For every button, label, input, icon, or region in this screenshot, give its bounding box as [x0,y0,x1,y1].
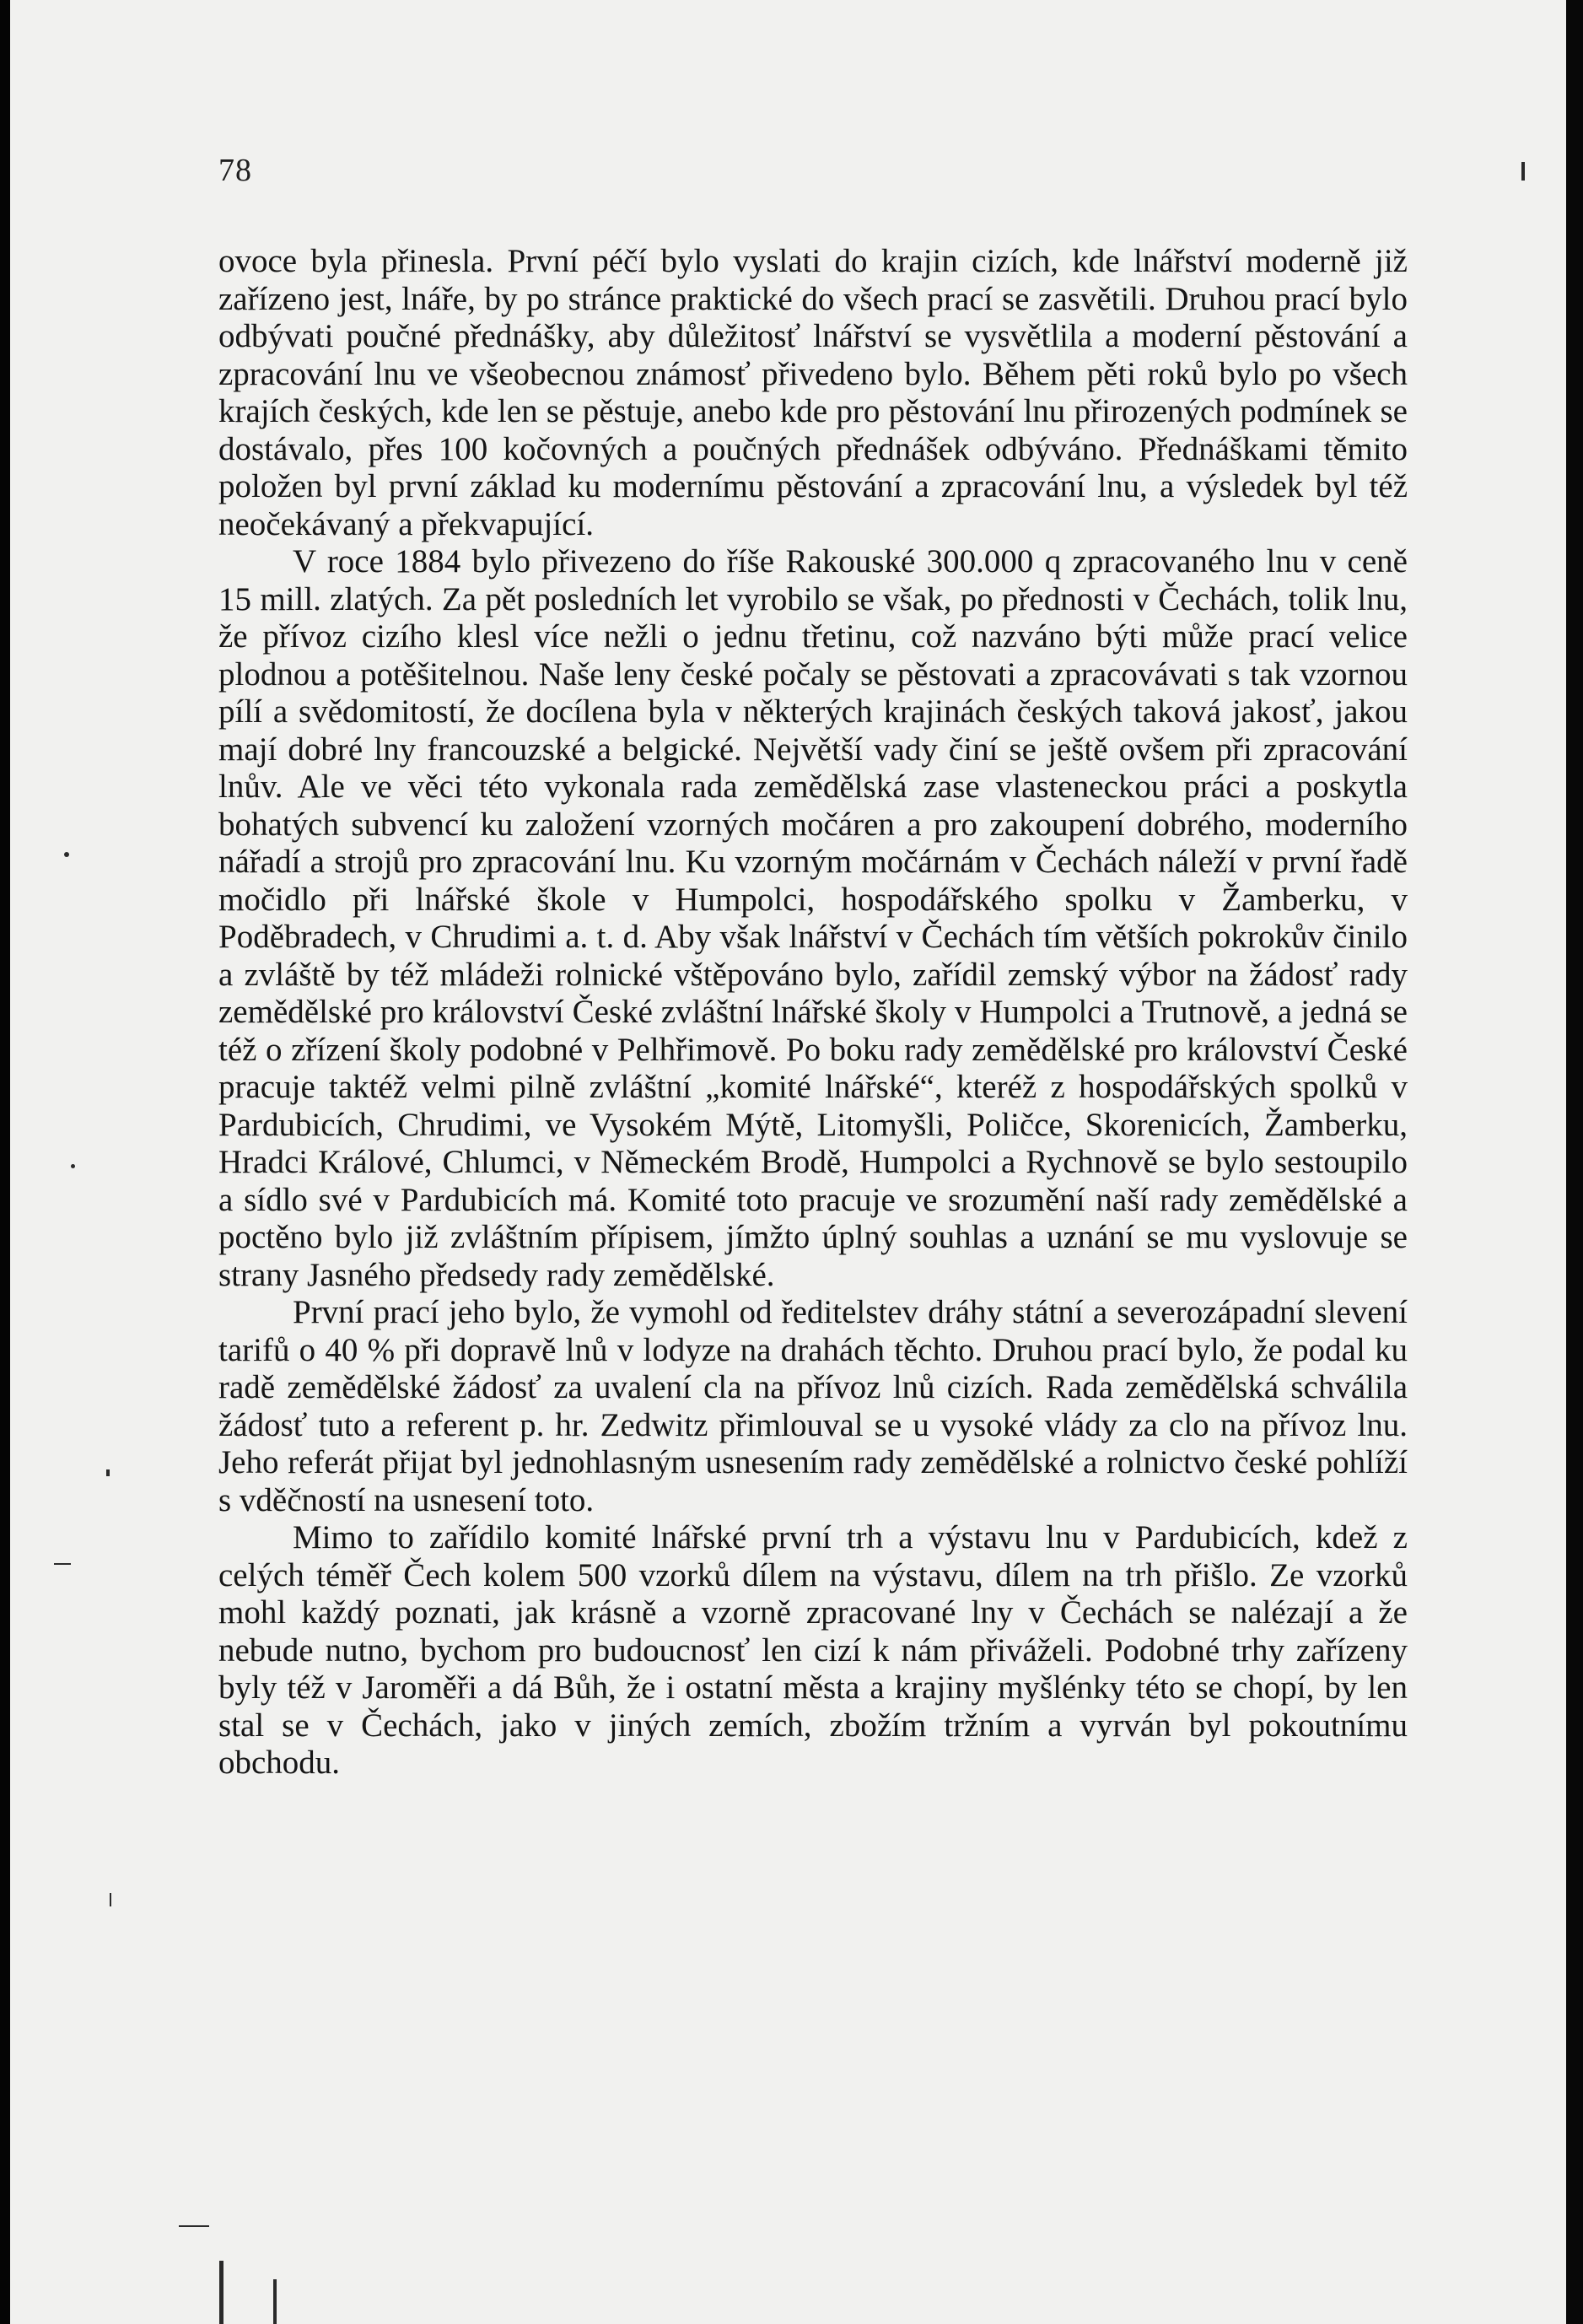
scan-speck [179,2225,209,2227]
paragraph-4: Mimo to zařídilo komité lnářské první trh a výstavu lnu v Pardubicích, kdež z celých téměř Čech kolem 500 vzorků dílem na výstavu, dílem na trh přišlo. Ze vzorků mohl každý poznati, jak krásně a vzorně zpracované lny v Čechách se nalézají a že nebude nutno, bychom pro budoucnosť len cizí k nám přiváželi. Podobné trhy zařízeny byly též v Jaroměři a dá Bůh, že i ostatní města a krajiny myšlénky této se chopí, by len stal se v Čechách, jako v jiných zemích, zbožím tržním a vyrván byl pokoutnímu obchodu. [218,1519,1408,1781]
document-page [10,0,1566,2324]
paragraph-2: V roce 1884 bylo přivezeno do říše Rakouské 300.000 q zpracovaného lnu v ceně 15 mill. zlatých. Za pět posledních let vyrobilo se však, po přednosti v Čechách, tolik lnu, že přívoz cizího klesl více nežli o jednu třetinu, což nazváno býti může prací velice plodnou a potěšitelnou. Naše leny české počaly se pěstovati a zpracovávati s tak vzornou pílí a svědomitostí, že docílena byla v některých krajinách českých taková jakosť, jakou mají dobré lny francouzské a belgické. Největší vady činí se ještě ovšem při zpracování lnův. Ale ve věci této vykonala rada zemědělská zase vlasteneckou práci a poskytla bohatých subvencí ku založení vzorných močáren a pro zakoupení dobrého, moderního nářadí a strojů pro zpracování lnu. Ku vzorným močárnám v Čechách náleží v první řadě močidlo při lnářské škole v Humpolci, hospodářského spolku v Žamberku, v Poděbradech, v Chrudimi a. t. d. Aby však lnářství v Čechách tím větších pokrokův činilo a zvláště by též mládeži rolnické vštěpováno bylo, zařídil zemský výbor na žádosť rady zemědělské pro království České zvláštní lnářské školy v Humpolci a Trutnově, a jedná se též o zřízení školy podobné v Pelhřimově. Po boku rady zemědělské pro království České pracuje taktéž velmi pilně zvláštní „komité lnářské“, kteréž z hospodářských spolků v Pardubicích, Chrudimi, ve Vysokém Mýtě, Litomyšli, Poličce, Skorenicích, Žamberku, Hradci Králové, Chlumci, v Německém Brodě, Humpolci a Rychnově se bylo sestoupilo a sídlo své v Pardubicích má. Komité toto pracuje ve srozumění naší rady zemědělské a poctěno bylo již zvláštním přípisem, jímžto úplný souhlas a uznání se mu vyslovuje se strany Jasného předsedy rady zemědělské. [218,543,1408,1293]
scan-speck [64,852,69,857]
scan-right-border [1566,0,1583,2324]
scan-left-border [0,0,10,2324]
body-text [218,243,1408,1782]
scan-speck [106,1469,110,1476]
scan-speck [219,2261,223,2324]
scan-speck [110,1893,111,1906]
paragraph-1: ovoce byla přinesla. První péčí bylo vyslati do krajin cizích, kde lnářství moderně již zařízeno jest, lnáře, by po stránce praktické do všech prací se zasvětili. Druhou prací bylo odbývati poučné přednášky, aby důležitosť lnářství se vysvětlila a moderní pěstování a zpracování lnu ve všeobecnou známosť přivedeno bylo. Během pěti roků bylo po všech krajích českých, kde len se pěstuje, anebo kde pro pěstování lnu přirozených podmínek se dostávalo, přes 100 kočovných a poučných přednášek odbýváno. Přednáškami těmito položen byl první základ ku modernímu pěstování a zpracování lnu, a výsledek byl též neočekávaný a překvapující. [218,243,1408,542]
scan-speck [54,1563,71,1565]
scan-speck [1521,162,1525,181]
page-number: 78 [218,153,252,188]
scan-speck [273,2279,277,2324]
scan-speck [71,1164,75,1168]
paragraph-3: První prací jeho bylo, že vymohl od ředitelstev dráhy státní a severozápadní slevení tarifů o 40 % při dopravě lnů v lodyze na drahách těchto. Druhou prací bylo, že podal ku radě zemědělské žádosť za uvalení cla na přívoz lnů cizích. Rada zemědělská schválila žádosť tuto a referent p. hr. Zedwitz přimlouval se u vysoké vlády za clo na přívoz lnu. Jeho referát přijat byl jednohlasným usnesením rady zemědělské a rolnictvo české pohlíží s vděčností na usnesení toto. [218,1294,1408,1518]
